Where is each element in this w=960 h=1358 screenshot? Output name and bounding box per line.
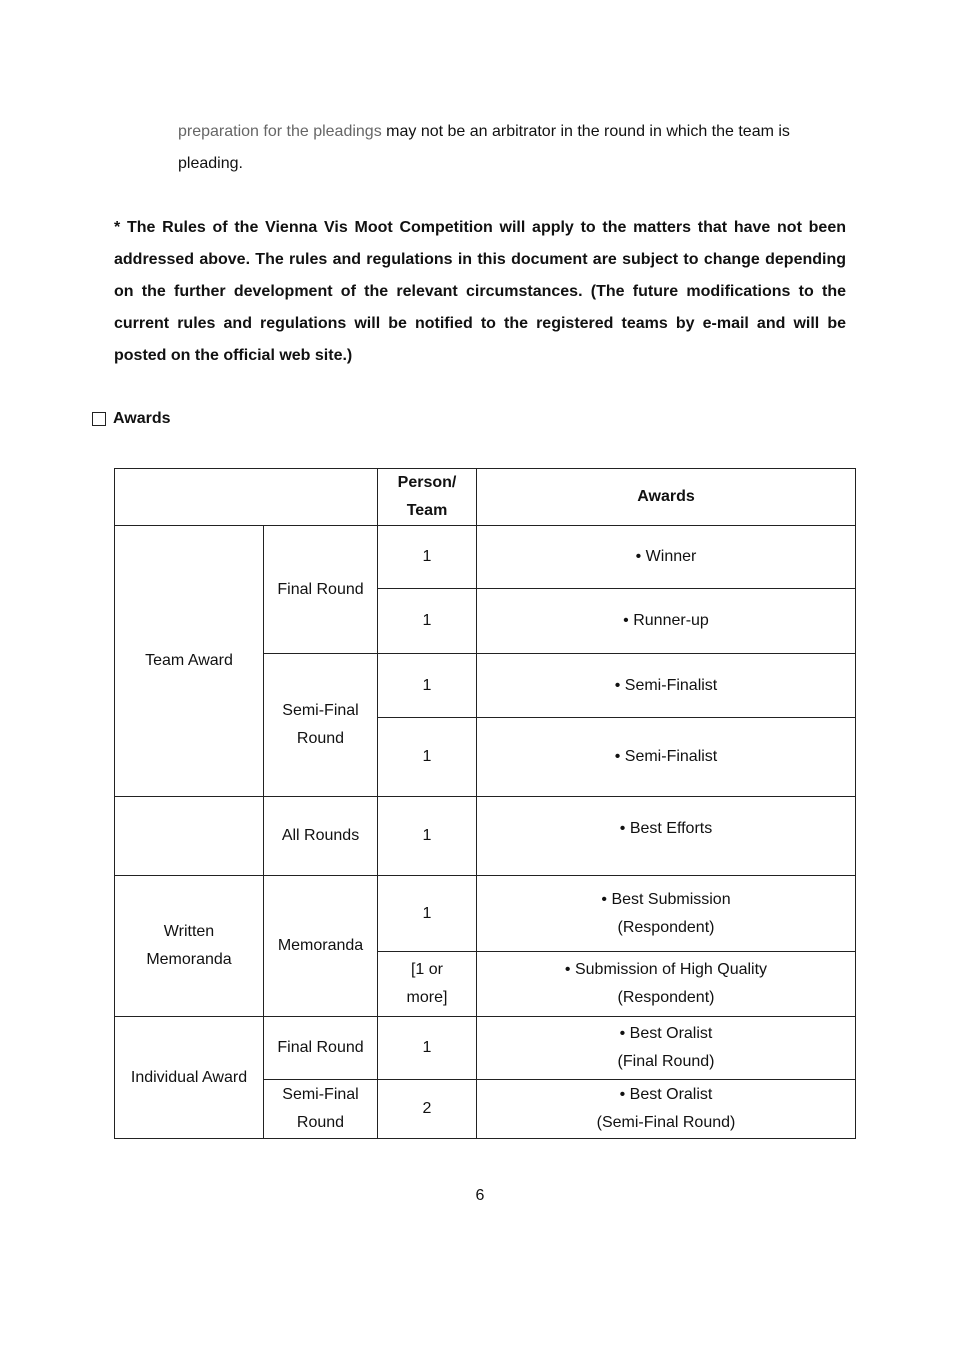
empty-category-cell bbox=[115, 797, 264, 876]
team-award-cell: Team Award bbox=[115, 526, 264, 797]
awards-heading-label: Awards bbox=[113, 410, 171, 427]
awards-table bbox=[114, 468, 856, 1139]
table-row bbox=[115, 1017, 856, 1080]
award-cell: • Semi-Finalist bbox=[477, 718, 856, 797]
award-cell: • Submission of High Quality (Respondent) bbox=[477, 952, 856, 1017]
award-cell: • Winner bbox=[477, 526, 856, 589]
semi-final-cell: Semi-Final Round bbox=[264, 654, 378, 797]
count-cell: 1 bbox=[378, 1017, 477, 1080]
count-cell: 1 bbox=[378, 654, 477, 718]
table-row bbox=[115, 876, 856, 952]
count-cell: 1 bbox=[378, 797, 477, 876]
award-cell: • Best Oralist (Final Round) bbox=[477, 1017, 856, 1080]
continuation-paragraph bbox=[178, 116, 846, 180]
table-header-row bbox=[115, 469, 856, 526]
empty-square-icon bbox=[92, 412, 106, 426]
count-cell: 1 bbox=[378, 589, 477, 654]
header-awards: Awards bbox=[477, 469, 856, 526]
individual-award-cell: Individual Award bbox=[115, 1017, 264, 1139]
final-round-cell: Final Round bbox=[264, 526, 378, 654]
count-cell: 1 bbox=[378, 718, 477, 797]
indiv-semi-final-cell: Semi-Final Round bbox=[264, 1080, 378, 1139]
written-memoranda-cell: Written Memoranda bbox=[115, 876, 264, 1017]
award-cell: • Semi-Finalist bbox=[477, 654, 856, 718]
indiv-final-round-cell: Final Round bbox=[264, 1017, 378, 1080]
memoranda-cell: Memoranda bbox=[264, 876, 378, 1017]
awards-heading bbox=[92, 406, 171, 432]
table-row bbox=[115, 797, 856, 876]
award-cell: • Best Efforts bbox=[477, 797, 856, 876]
count-cell: 1 bbox=[378, 526, 477, 589]
all-rounds-cell: All Rounds bbox=[264, 797, 378, 876]
header-empty-cell bbox=[115, 469, 378, 526]
faded-text: preparation for the pleadings bbox=[178, 123, 382, 140]
award-cell: • Best Oralist (Semi-Final Round) bbox=[477, 1080, 856, 1139]
page-number: 6 bbox=[475, 1187, 485, 1204]
paragraph-line1-rest: may not be an arbitrator in the round in which the team is bbox=[381, 123, 790, 140]
award-cell: • Runner-up bbox=[477, 589, 856, 654]
table-row bbox=[115, 526, 856, 589]
award-cell: • Best Submission (Respondent) bbox=[477, 876, 856, 952]
paragraph-line2: pleading. bbox=[178, 155, 243, 172]
count-cell: [1 or more] bbox=[378, 952, 477, 1017]
count-cell: 1 bbox=[378, 876, 477, 952]
rules-note-paragraph: * The Rules of the Vienna Vis Moot Competition will apply to the matters that have not been addressed above. The rules and regulations in this document are subject to change depending on the further development of the relevant circumstances. (The future modifications to the current rules and regulations will be notified to the registered teams by e-mail and will be posted on the official web site.) bbox=[114, 219, 846, 364]
count-cell: 2 bbox=[378, 1080, 477, 1139]
header-person-team: Person/ Team bbox=[378, 469, 477, 526]
